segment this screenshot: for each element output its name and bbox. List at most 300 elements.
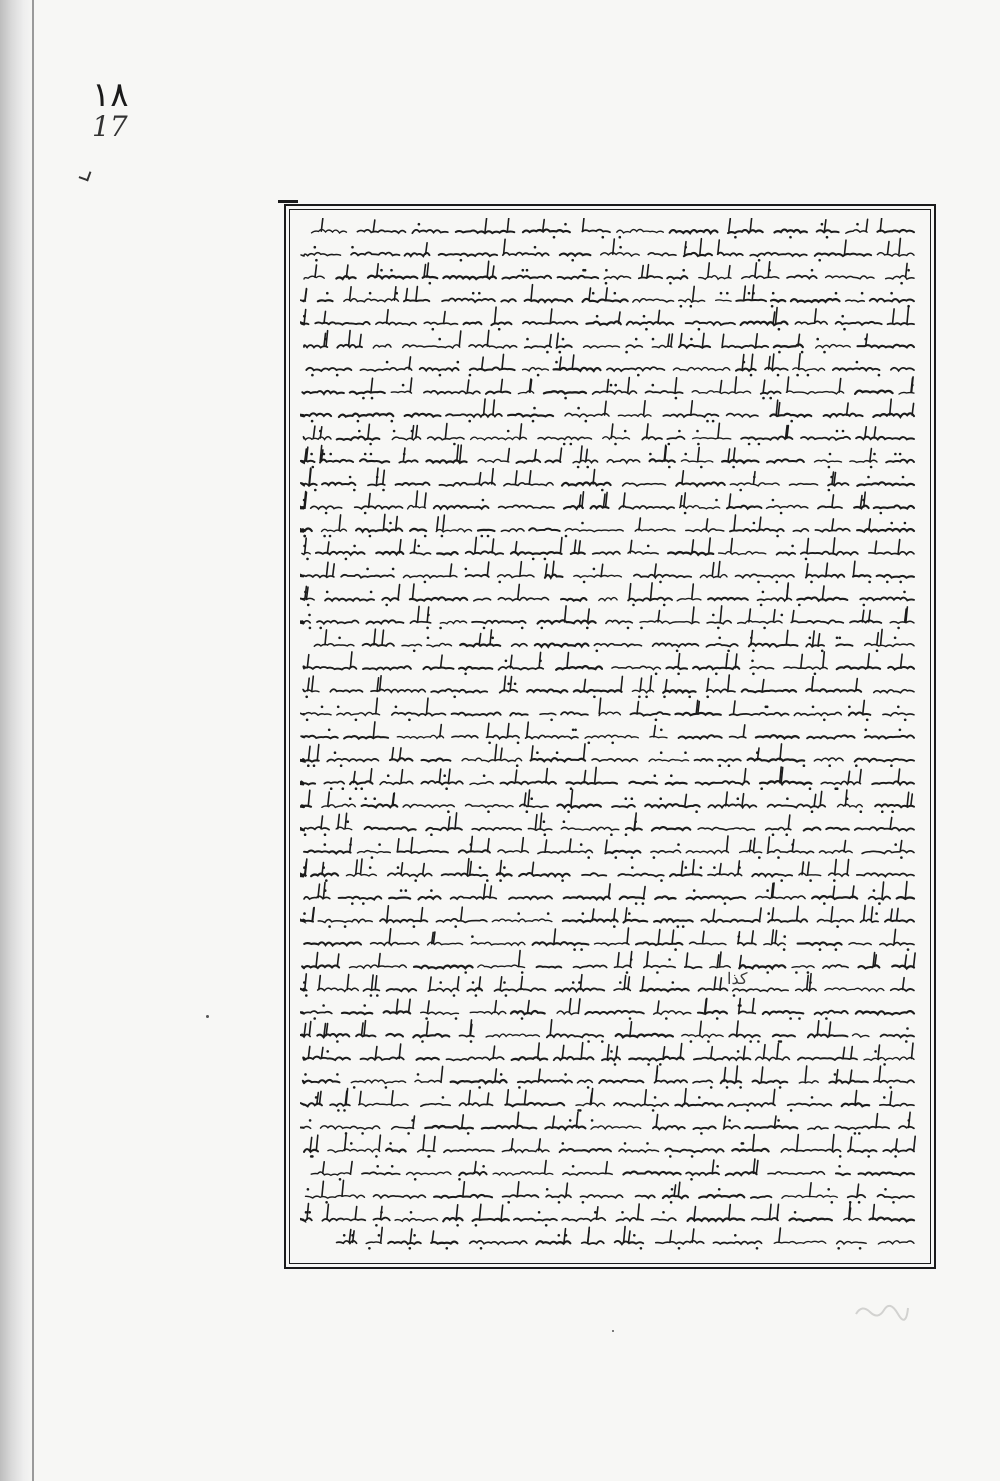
script-word	[791, 299, 840, 302]
script-word	[574, 575, 622, 577]
script-ascender	[772, 930, 774, 944]
script-ascender	[495, 307, 497, 323]
script-dot	[583, 581, 586, 584]
script-ascender	[546, 769, 548, 783]
script-word	[302, 553, 310, 555]
script-ascender	[501, 379, 503, 392]
script-dot	[624, 430, 627, 433]
script-word	[752, 1218, 778, 1220]
script-ascender	[401, 770, 403, 783]
script-ascender	[651, 583, 653, 599]
script-dot	[564, 397, 567, 400]
script-ascender	[720, 952, 722, 967]
script-word	[707, 621, 731, 624]
script-dot	[830, 476, 833, 479]
script-word	[688, 1218, 745, 1221]
script-word	[648, 253, 676, 256]
script-word	[595, 943, 630, 946]
script-word	[604, 276, 630, 279]
script-word	[812, 896, 857, 899]
script-ascender	[834, 473, 836, 485]
script-word	[554, 1057, 594, 1060]
script-dot	[545, 1224, 548, 1227]
script-dot	[695, 810, 698, 813]
script-word	[680, 506, 720, 509]
script-dot	[382, 489, 385, 492]
script-ascender	[901, 654, 903, 668]
script-word	[767, 505, 808, 508]
script-ascender	[375, 976, 377, 990]
script-ascender	[487, 1093, 489, 1104]
script-dot	[663, 696, 666, 699]
script-word	[337, 437, 380, 440]
script-word	[531, 758, 586, 761]
script-ascender	[479, 473, 481, 484]
script-ascender	[351, 1162, 353, 1174]
script-dot	[517, 912, 520, 915]
script-ascender	[462, 1115, 464, 1128]
script-word	[636, 942, 682, 945]
script-word	[846, 300, 865, 302]
script-dot	[734, 1234, 737, 1237]
script-word	[885, 920, 914, 922]
script-ascender	[737, 1021, 739, 1035]
script-dot	[861, 292, 864, 295]
script-ascender	[773, 610, 775, 622]
script-ascender	[583, 218, 585, 231]
script-dot	[409, 1247, 412, 1250]
script-ascender	[832, 1135, 834, 1151]
script-ascender	[818, 634, 820, 645]
script-dot	[526, 338, 529, 341]
script-word	[693, 1080, 712, 1083]
script-word	[745, 1126, 797, 1128]
script-dot	[532, 420, 535, 423]
script-ascender	[853, 561, 855, 576]
script-word	[565, 529, 623, 532]
script-dot	[491, 637, 494, 640]
script-dot	[351, 1234, 354, 1237]
script-ascender	[461, 907, 463, 920]
script-dot	[421, 1040, 424, 1043]
script-word	[546, 1195, 571, 1197]
script-line	[300, 1089, 914, 1112]
script-ascender	[374, 629, 376, 645]
script-ascender	[525, 1090, 527, 1104]
script-dot	[541, 627, 544, 630]
script-dot	[656, 971, 659, 974]
script-word	[424, 322, 457, 324]
script-word	[405, 414, 441, 417]
script-line	[300, 399, 914, 422]
script-dot	[596, 315, 599, 318]
script-ascender	[456, 1205, 458, 1220]
script-dot	[856, 223, 859, 226]
script-word	[564, 896, 610, 899]
script-word	[756, 896, 805, 899]
script-dot	[732, 466, 735, 469]
script-word	[853, 575, 871, 577]
script-dot	[427, 637, 430, 640]
script-ascender	[658, 310, 660, 323]
script-word	[478, 530, 495, 531]
script-word	[750, 253, 806, 257]
script-dot	[324, 338, 327, 341]
script-word	[471, 437, 527, 440]
script-dot	[611, 742, 614, 745]
script-word	[612, 805, 635, 807]
script-dot	[457, 361, 460, 364]
script-dot	[811, 1096, 814, 1099]
script-dot	[349, 843, 352, 846]
script-ascender	[414, 540, 416, 553]
script-word	[300, 805, 311, 807]
script-word	[443, 276, 496, 279]
script-word	[619, 506, 674, 509]
script-line	[300, 998, 914, 1019]
script-ascender	[444, 312, 446, 324]
script-dot	[305, 696, 308, 699]
script-line	[300, 698, 914, 721]
script-ascender	[510, 655, 512, 668]
script-dot	[472, 981, 475, 984]
script-dot	[772, 833, 775, 836]
script-dot	[353, 545, 356, 548]
script-dot	[498, 581, 501, 584]
script-ascender	[375, 1047, 377, 1059]
script-ascender	[630, 1022, 632, 1036]
script-dot	[748, 443, 751, 446]
script-dot	[684, 453, 687, 456]
script-word	[311, 506, 342, 509]
script-dot	[614, 1063, 617, 1066]
script-line	[301, 722, 914, 744]
script-ascender	[814, 794, 816, 805]
script-word	[676, 482, 725, 486]
script-word	[819, 850, 852, 853]
script-ascender	[448, 817, 450, 829]
script-dot	[458, 1178, 461, 1181]
script-word	[487, 736, 520, 739]
script-ascender	[427, 698, 429, 714]
script-ascender	[553, 1116, 555, 1127]
script-dot	[362, 397, 365, 400]
script-word	[486, 1034, 539, 1037]
script-line	[300, 583, 914, 606]
script-ascender	[671, 334, 673, 346]
script-word	[322, 1219, 365, 1222]
script-word	[865, 644, 914, 647]
script-ascender	[519, 951, 521, 967]
script-word	[829, 1080, 868, 1083]
script-ascender	[475, 537, 477, 553]
script-word	[716, 300, 731, 301]
script-dot	[904, 719, 907, 722]
script-ascender	[339, 515, 341, 530]
script-dot	[594, 1211, 597, 1214]
script-word	[824, 414, 863, 417]
script-ascender	[905, 955, 907, 967]
script-ascender	[869, 519, 871, 530]
script-word	[793, 529, 808, 532]
script-ascender	[445, 424, 447, 438]
script-word	[850, 620, 881, 622]
script-dot	[469, 374, 472, 377]
script-ascender	[307, 655, 309, 668]
script-ascender	[644, 401, 646, 415]
script-ascender	[763, 380, 765, 392]
script-line	[306, 1180, 915, 1203]
script-dot	[778, 328, 781, 331]
script-line	[304, 882, 914, 905]
script-word	[523, 368, 549, 371]
script-word	[526, 735, 579, 738]
script-line	[301, 445, 914, 468]
script-dot	[884, 1188, 887, 1191]
script-word	[497, 873, 512, 876]
script-dot	[812, 706, 815, 709]
script-ascender	[356, 860, 358, 875]
script-word	[837, 1241, 867, 1244]
folio-number-latin: 17	[92, 110, 128, 143]
script-word	[786, 391, 843, 394]
script-dot	[777, 1119, 780, 1122]
script-word	[486, 392, 510, 394]
script-ascender	[907, 792, 909, 805]
script-word	[545, 460, 560, 462]
script-dot	[750, 637, 753, 640]
script-word	[350, 392, 385, 394]
script-word	[686, 850, 728, 853]
script-dot	[343, 1234, 346, 1237]
script-word	[470, 782, 493, 785]
script-ascender	[898, 540, 900, 553]
script-word	[300, 413, 331, 416]
script-dot	[321, 706, 324, 709]
script-ascender	[560, 538, 562, 553]
script-dot	[407, 1132, 410, 1135]
script-word	[337, 712, 380, 715]
script-ascender	[810, 1183, 812, 1197]
script-ascender	[912, 403, 914, 415]
script-word	[687, 896, 746, 899]
script-dot	[385, 604, 388, 607]
script-word	[357, 230, 405, 233]
script-dot	[483, 627, 486, 630]
script-word	[300, 574, 334, 577]
script-ascender	[607, 380, 609, 393]
script-dot	[328, 729, 331, 732]
script-word	[499, 666, 544, 669]
script-dot	[803, 764, 806, 767]
script-dot	[526, 810, 529, 813]
script-ascender	[693, 286, 695, 300]
script-word	[663, 690, 695, 693]
script-dot	[647, 1063, 650, 1066]
script-ascender	[504, 239, 506, 254]
script-dot	[749, 1040, 752, 1043]
script-dot	[889, 1086, 892, 1089]
script-dot	[445, 787, 448, 790]
script-dot	[881, 810, 884, 813]
script-dot	[441, 535, 444, 538]
script-ascender	[817, 1021, 819, 1036]
script-word	[823, 965, 848, 968]
script-ascender	[545, 1161, 547, 1174]
script-dot	[791, 843, 794, 846]
script-word	[886, 276, 914, 279]
script-dot	[635, 338, 638, 341]
script-ascender	[382, 630, 384, 645]
script-ascender	[531, 746, 533, 760]
script-ascender	[308, 678, 310, 691]
script-word	[670, 874, 702, 876]
script-dot	[677, 843, 680, 846]
script-dot	[432, 328, 435, 331]
script-dot	[685, 866, 688, 869]
script-ascender	[372, 975, 374, 989]
script-ascender	[878, 1045, 880, 1058]
script-ascender	[360, 1091, 362, 1104]
script-dot	[778, 351, 781, 354]
script-dot	[355, 787, 358, 790]
script-dot	[402, 384, 405, 387]
script-dot	[691, 1155, 694, 1158]
script-word	[418, 1150, 435, 1152]
script-ascender	[487, 330, 489, 346]
script-ascender	[383, 514, 385, 530]
script-ascender	[572, 355, 574, 369]
script-word	[808, 1034, 848, 1037]
script-dot	[329, 453, 332, 456]
script-ascender	[457, 445, 459, 461]
script-ascender	[418, 606, 420, 622]
script-word	[849, 712, 871, 715]
script-ascender	[409, 357, 411, 369]
script-word	[459, 850, 490, 852]
script-dot	[544, 558, 547, 561]
script-dot	[831, 1201, 834, 1204]
script-dot	[563, 443, 566, 446]
script-dot	[779, 1086, 782, 1089]
script-word	[792, 966, 814, 968]
script-word	[877, 575, 914, 578]
script-ascender	[410, 378, 412, 392]
script-word	[390, 758, 413, 761]
script-word	[415, 1080, 441, 1082]
script-line	[300, 285, 914, 308]
script-ascender	[428, 1001, 430, 1013]
script-ascender	[734, 701, 736, 714]
script-ascender	[756, 1161, 758, 1174]
script-ascender	[327, 562, 329, 576]
script-dot	[809, 981, 812, 984]
script-ascender	[674, 1185, 676, 1196]
script-ascender	[423, 864, 425, 875]
script-word	[300, 781, 315, 784]
script-dot	[807, 374, 810, 377]
script-dot	[586, 466, 589, 469]
script-dot	[739, 489, 742, 492]
script-word	[787, 276, 817, 279]
script-ascender	[638, 1204, 640, 1219]
script-dot	[763, 627, 766, 630]
script-word	[328, 1149, 380, 1152]
script-dot	[619, 236, 622, 239]
script-ascender	[584, 744, 586, 760]
script-dot	[380, 269, 383, 272]
script-word	[620, 897, 644, 900]
script-ascender	[392, 1091, 394, 1105]
script-dot	[565, 535, 568, 538]
manuscript-text-block	[300, 218, 916, 1252]
script-ascender	[304, 1024, 306, 1036]
script-dot	[340, 764, 343, 767]
script-ascender	[777, 1044, 779, 1059]
script-dot	[768, 269, 771, 272]
script-dot	[738, 866, 741, 869]
script-ascender	[492, 469, 494, 484]
script-dot	[899, 729, 902, 732]
script-word	[424, 391, 480, 394]
script-word	[303, 1057, 350, 1060]
script-word	[677, 598, 701, 600]
script-dot	[662, 1211, 665, 1214]
script-line	[300, 905, 914, 927]
script-word	[339, 896, 382, 899]
script-word	[478, 965, 525, 968]
script-dot	[682, 925, 685, 928]
script-word	[844, 1218, 861, 1220]
script-word	[582, 873, 606, 876]
script-dot	[305, 1211, 308, 1214]
script-dot	[834, 1073, 837, 1076]
script-line	[300, 606, 914, 629]
script-dot	[391, 1165, 394, 1168]
script-ascender	[623, 493, 625, 507]
script-ascender	[595, 767, 597, 782]
script-ascender	[625, 908, 627, 921]
script-ascender	[495, 1001, 497, 1013]
script-word	[300, 1011, 332, 1014]
script-dot	[760, 604, 763, 607]
script-line	[300, 974, 914, 997]
script-ascender	[309, 746, 311, 759]
script-word	[428, 989, 459, 992]
script-dot	[569, 1119, 572, 1122]
script-ascender	[443, 515, 445, 530]
script-word	[434, 506, 489, 509]
script-word	[472, 621, 525, 624]
script-ascender	[383, 470, 385, 484]
script-dot	[397, 866, 400, 869]
script-dot	[696, 430, 699, 433]
script-word	[617, 229, 664, 232]
script-ascender	[621, 676, 623, 690]
script-word	[318, 919, 372, 922]
script-dot	[631, 866, 634, 869]
script-dot	[633, 1234, 636, 1237]
script-ascender	[756, 334, 758, 346]
script-word	[836, 1173, 850, 1175]
script-word	[361, 1057, 404, 1060]
script-dot	[424, 581, 427, 584]
script-dot	[572, 729, 575, 732]
script-line	[304, 928, 914, 951]
script-ascender	[714, 977, 716, 990]
script-dot	[758, 259, 761, 262]
script-word	[875, 804, 914, 807]
